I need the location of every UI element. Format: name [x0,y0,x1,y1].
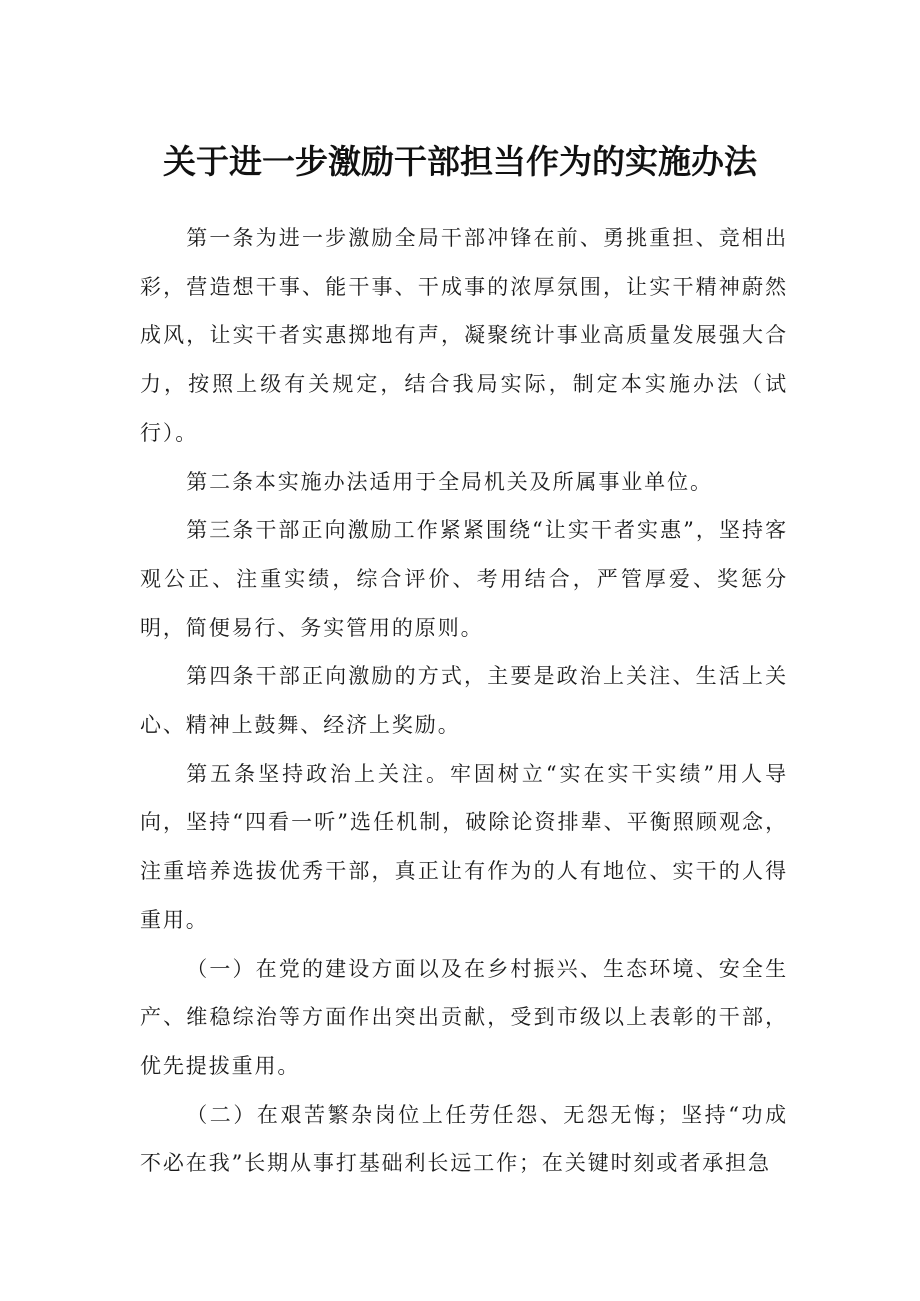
paragraph-item-2: （二）在艰苦繁杂岗位上任劳任怨、无怨无悔；坚持“功成不必在我”长期从事打基础利长远工作；在关键时刻或者承担急 [140,1102,788,1176]
paragraph-article-3: 第三条干部正向激励工作紧紧围绕“让实干者实惠”，坚持客观公正、注重实绩，综合评价、考用结合，严管厚爱、奖惩分明，简便易行、务实管用的原则。 [140,518,788,640]
paragraph-article-4: 第四条干部正向激励的方式，主要是政治上关注、生活上关心、精神上鼓舞、经济上奖励。 [140,664,788,738]
paragraph-item-1: （一）在党的建设方面以及在乡村振兴、生态环境、安全生产、维稳综治等方面作出突出贡献，受到市级以上表彰的干部，优先提拔重用。 [140,956,788,1078]
paragraph-article-2: 第二条本实施办法适用于全局机关及所属事业单位。 [186,469,713,494]
document-body [140,214,788,1188]
paragraph-article-1: 第一条为进一步激励全局干部冲锋在前、勇挑重担、竞相出彩，营造想干事、能干事、干成事的浓厚氛围，让实干精神蔚然成风，让实干者实惠掷地有声，凝聚统计事业高质量发展强大合力，按照上级有关规定，结合我局实际，制定本实施办法（试行）。 [140,226,788,445]
document-title: 关于进一步激励干部担当作为的实施办法 [163,142,757,181]
paragraph-article-5: 第五条坚持政治上关注。牢固树立“实在实干实绩”用人导向，坚持“四看一听”选任机制，破除论资排辈、平衡照顾观念，注重培养选拔优秀干部，真正让有作为的人有地位、实干的人得重用。 [140,761,788,932]
